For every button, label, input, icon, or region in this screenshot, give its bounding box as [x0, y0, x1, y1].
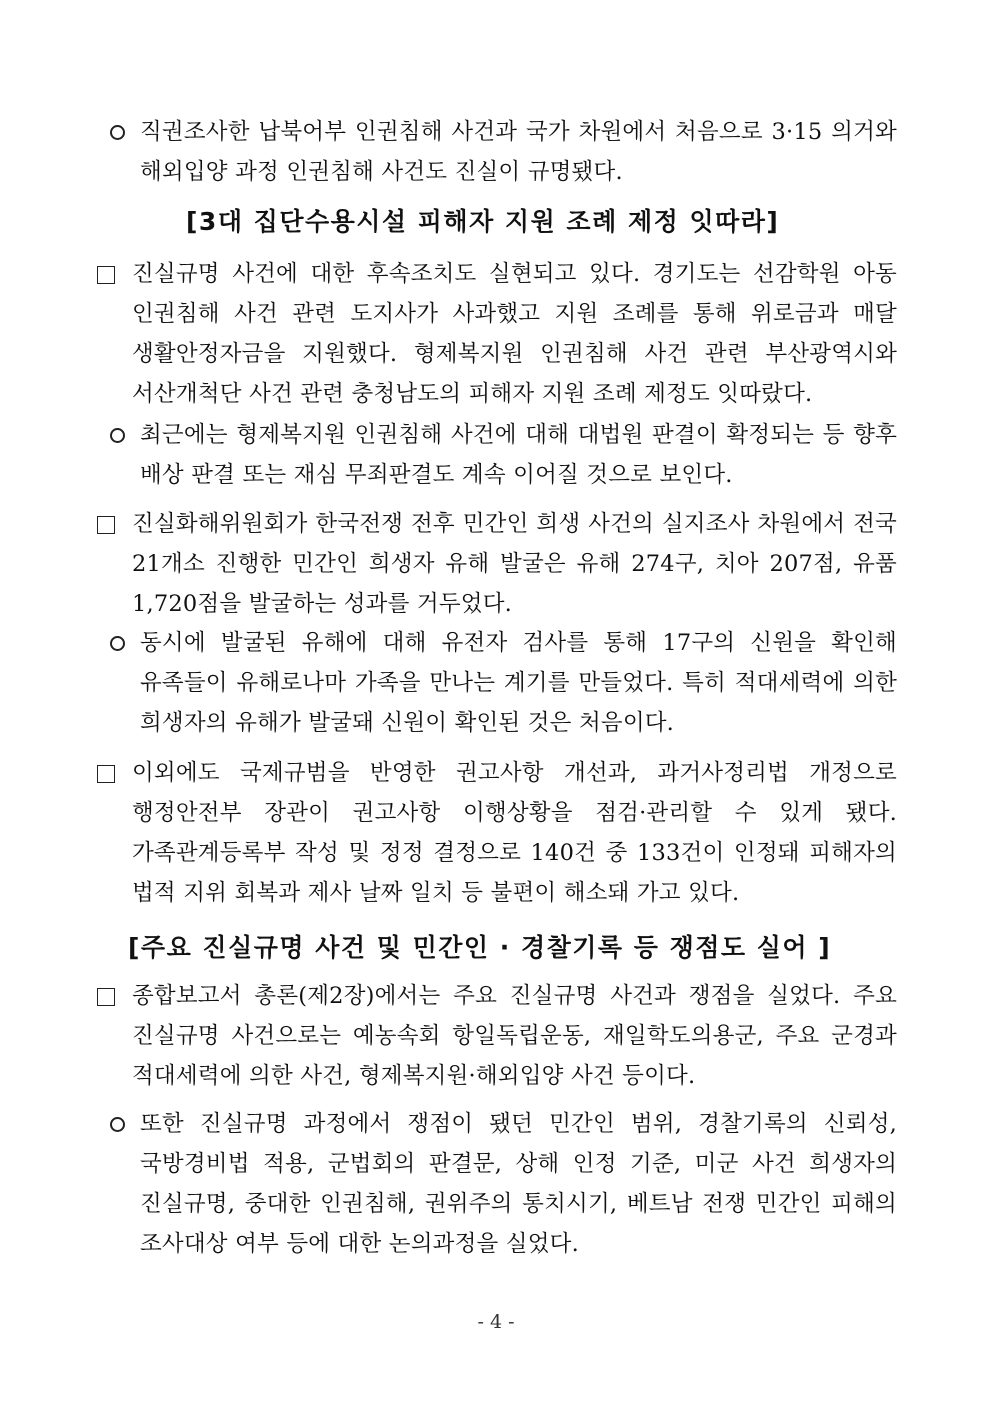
- paragraph: 동시에 발굴된 유해에 대해 유전자 검사를 통해 17구의 신원을 확인해 유족들이 유해로나마 가족을 만나는 계기를 만들었다. 특히 적대세력에 의한 희생자의 유해가 발굴돼 신원이 확인된 것은 처음이다.: [140, 630, 897, 736]
- square-bullet-icon: [97, 765, 115, 783]
- square-bullet-icon: [97, 266, 115, 284]
- section-heading: [3대 집단수용시설 피해자 지원 조례 제정 잇따라]: [186, 207, 780, 236]
- circle-bullet-icon: [110, 636, 125, 651]
- paragraph: 진실규명 사건에 대한 후속조치도 실현되고 있다. 경기도는 선감학원 아동 인권침해 사건 관련 도지사가 사과했고 지원 조례를 통해 위로금과 매달 생활안정자금을 지원했다. 형제복지원 인권침해 사건 관련 부산광역시와 서산개척단 사건 관련 충청남도의 피해자 지원 조례 제정도 잇따랐다.: [132, 261, 897, 407]
- paragraph: 진실화해위원회가 한국전쟁 전후 민간인 희생 사건의 실지조사 차원에서 전국 21개소 진행한 민간인 희생자 유해 발굴은 유해 274구, 치아 207점, 유품 1,720점을 발굴하는 성과를 거두었다.: [132, 511, 897, 617]
- square-bullet-icon: [97, 516, 115, 534]
- paragraph: 이외에도 국제규범을 반영한 권고사항 개선과, 과거사정리법 개정으로 행정안전부 장관이 권고사항 이행상황을 점검·관리할 수 있게 됐다. 가족관계등록부 작성 및 정정 결정으로 140건 중 133건이 인정돼 피해자의 법적 지위 회복과 제사 날짜 일치 등 불편이 해소돼 가고 있다.: [132, 760, 897, 906]
- square-bullet-icon: [97, 988, 115, 1006]
- paragraph: 직권조사한 납북어부 인권침해 사건과 국가 차원에서 처음으로 3·15 의거와 해외입양 과정 인권침해 사건도 진실이 규명됐다.: [140, 119, 897, 185]
- page-number: - 4 -: [477, 1311, 515, 1333]
- paragraph: 최근에는 형제복지원 인권침해 사건에 대해 대법원 판결이 확정되는 등 향후 배상 판결 또는 재심 무죄판결도 계속 이어질 것으로 보인다.: [140, 422, 897, 488]
- circle-bullet-icon: [110, 125, 125, 140]
- circle-bullet-icon: [110, 1117, 125, 1132]
- paragraph: 종합보고서 총론(제2장)에서는 주요 진실규명 사건과 쟁점을 실었다. 주요 진실규명 사건으로는 예농속회 항일독립운동, 재일학도의용군, 주요 군경과 적대세력에 의한 사건, 형제복지원·해외입양 사건 등이다.: [132, 983, 897, 1089]
- section-heading: [주요 진실규명 사건 및 민간인 · 경찰기록 등 쟁점도 실어 ]: [128, 933, 832, 962]
- paragraph: 또한 진실규명 과정에서 쟁점이 됐던 민간인 범위, 경찰기록의 신뢰성, 국방경비법 적용, 군법회의 판결문, 상해 인정 기준, 미군 사건 희생자의 진실규명, 중대한 인권침해, 권위주의 통치시기, 베트남 전쟁 민간인 피해의 조사대상 여부 등에 대한 논의과정을 실었다.: [140, 1111, 897, 1257]
- circle-bullet-icon: [110, 428, 125, 443]
